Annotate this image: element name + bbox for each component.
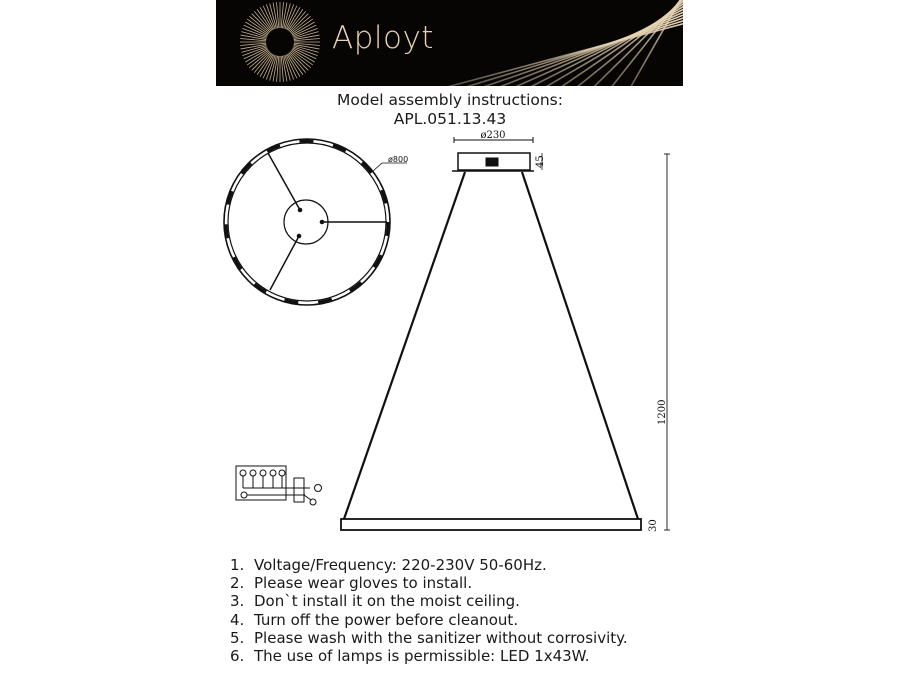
instructions-list [230, 556, 628, 665]
total-height-label: 1200 [657, 399, 668, 425]
instruction-item: 2. Please wear gloves to install. [230, 574, 473, 593]
top-view-diagram [224, 139, 407, 305]
instruction-item: 4. Turn off the power before cleanout. [230, 610, 519, 629]
canopy-diameter-label: ø230 [480, 130, 506, 141]
model-number: APL.051.13.43 [393, 110, 507, 128]
instruction-item: 3. Don`t install it on the moist ceiling. [230, 592, 520, 611]
brand-name: Aployt [332, 20, 434, 56]
instruction-item: 1. Voltage/Frequency: 220-230V 50-60Hz. [230, 556, 547, 574]
wiring-diagram [236, 466, 322, 505]
ring-height-label: 30 [648, 519, 659, 532]
instruction-item: 5. Please wash with the sanitizer without corrosivity. [230, 628, 628, 647]
canopy-diagram [341, 137, 670, 530]
instruction-item: 6. The use of lamps is permissible: LED 1x43W. [230, 647, 590, 666]
top-view-diameter-label: ø800 [388, 155, 409, 164]
page-title: Model assembly instructions: [337, 91, 563, 109]
canopy-height-label: 45 [535, 155, 546, 168]
